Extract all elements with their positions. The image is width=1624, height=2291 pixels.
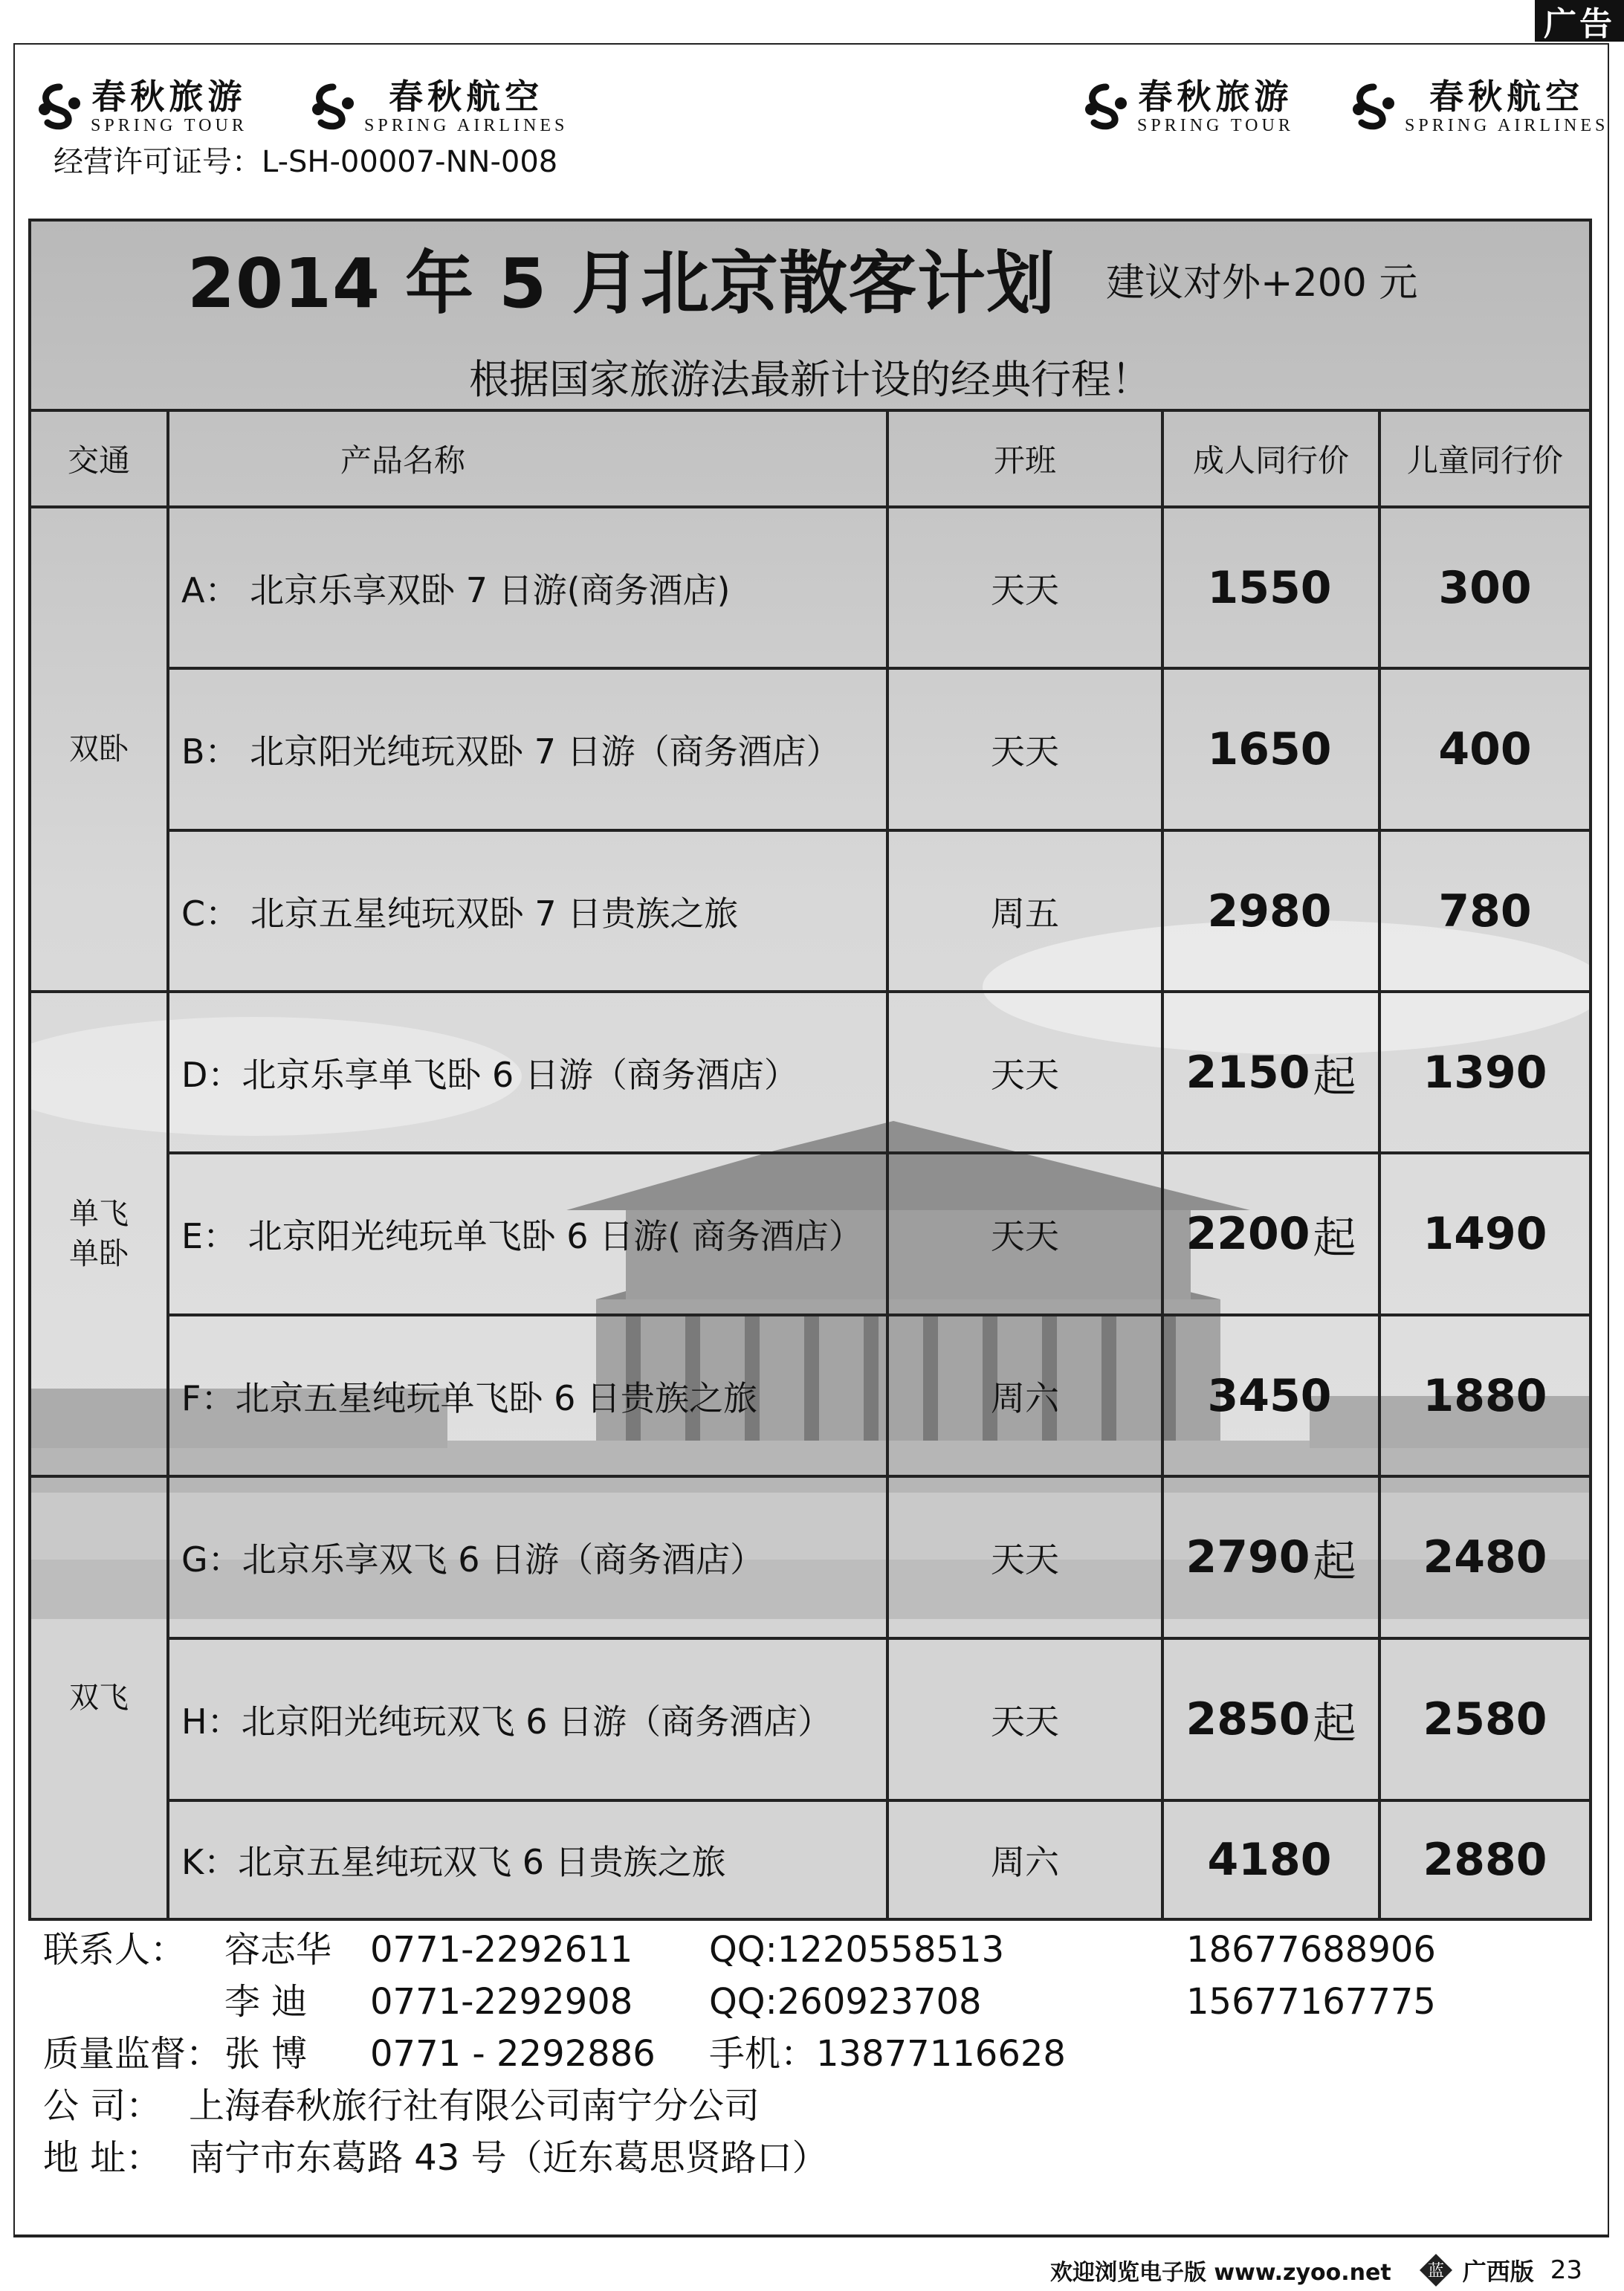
child-price: 2580 [1381,1640,1589,1802]
product-name: K：北京五星纯玩双飞 6 日贵族之旅 [169,1802,889,1918]
adult-price [1164,1316,1381,1478]
adult-price-value: 4180 [1207,1834,1332,1886]
product-name: B： 北京阳光纯玩双卧 7 日游（商务酒店） [169,670,889,832]
lan-logo-icon [1418,2252,1454,2288]
address-label: 地 址： [43,2137,162,2179]
lan-logo-char: 蓝 [1427,2262,1444,2281]
contact-phone: 0771-2292611 [370,1929,633,1971]
header-product: 产品名称 [169,412,889,508]
company-row [43,2080,1455,2132]
adult-price-suffix: 起 [1313,1536,1356,1586]
brand-spring-airlines-left [306,77,568,135]
child-price: 2880 [1423,1834,1547,1886]
brand-en: SPRING TOUR [91,116,248,135]
quality-phone: 0771 - 2292886 [370,2033,656,2075]
adult-price-suffix: 起 [1313,1212,1356,1263]
contact-row [43,1924,1455,1976]
contact-phone: 0771-2292908 [370,1981,633,2023]
adult-price [1164,1802,1381,1918]
contact-mobile: 18677688906 [1186,1929,1436,1971]
footer-edition: 广西版 [1462,2258,1534,2286]
contact-name: 李 迪 [224,1981,308,2023]
brand-en: SPRING AIRLINES [364,116,569,135]
pricing-table [28,219,1592,1921]
child-price: 1490 [1381,1154,1589,1316]
product-name: G：北京乐享双飞 6 日游（商务酒店） [169,1478,889,1640]
header-transport: 交通 [31,412,169,508]
footer [1050,2252,1582,2288]
adult-price-value: 2790 [1185,1531,1310,1583]
company-name: 上海春秋旅行社有限公司南宁分公司 [189,2085,760,2127]
brand-spring-tour-left [33,77,248,135]
adult-price [1164,1154,1381,1316]
product-schedule: 周六 [889,1316,1164,1478]
adult-price-value: 1650 [1207,723,1332,775]
contact-label: 联系人： [43,1929,187,1971]
adult-price-value: 2980 [1207,885,1332,937]
adult-price [1164,993,1381,1154]
brand-en: SPRING AIRLINES [1405,116,1609,135]
child-price: 300 [1381,508,1589,670]
contact-block [43,1924,1455,2184]
child-price: 780 [1381,832,1589,993]
product-name: A： 北京乐享双卧 7 日游(商务酒店) [169,508,889,670]
spring-logo-icon [1347,80,1400,133]
header-schedule: 开班 [889,412,1164,508]
contact-row [43,1976,1455,2028]
spring-logo-icon [1079,80,1133,133]
child-price: 2480 [1381,1478,1589,1640]
product-schedule: 周六 [889,1802,1164,1918]
transport-group: 双卧 [31,508,169,993]
product-schedule: 天天 [889,508,1164,670]
subtitle: 根据国家旅游法最新计设的经典行程！ [469,356,1151,403]
product-schedule: 天天 [889,670,1164,832]
quality-name: 张 博 [224,2033,308,2075]
product-name: H：北京阳光纯玩双飞 6 日游（商务酒店） [169,1640,889,1802]
contact-name: 容志华 [224,1929,332,1971]
spring-logo-icon [306,80,360,133]
contact-qq: QQ:260923708 [709,1981,982,2023]
brand-en: SPRING TOUR [1137,116,1294,135]
adult-price-suffix: 起 [1313,1698,1356,1748]
product-name: E： 北京阳光纯玩单飞卧 6 日游( 商务酒店） [169,1154,889,1316]
quality-label: 质量监督： [43,2033,222,2075]
child-price: 400 [1381,670,1589,832]
address-value: 南宁市东葛路 43 号（近东葛思贤路口） [189,2137,828,2179]
adult-price [1164,670,1381,832]
brand-spring-tour-right [1079,77,1294,135]
transport-group: 双飞 [31,1478,169,1918]
product-schedule: 周五 [889,832,1164,993]
price-note: 建议对外+200 元 [1106,261,1418,306]
spring-logo-icon [33,80,86,133]
quality-row [43,2028,1455,2080]
title-area [31,222,1589,412]
child-price: 1880 [1381,1316,1589,1478]
product-schedule: 天天 [889,1640,1164,1802]
adult-price-value: 2150 [1185,1046,1310,1099]
brand-spring-airlines-right [1347,77,1608,135]
adult-price-value: 2200 [1185,1208,1310,1260]
product-schedule: 天天 [889,1154,1164,1316]
page-title: 2014 年 5 月北京散客计划 [187,244,1056,323]
brand-cn: 春秋航空 [389,77,544,117]
adult-price [1164,508,1381,670]
footer-divider [13,2236,1609,2237]
adult-price-value: 2850 [1185,1693,1310,1745]
brand-cn: 春秋航空 [1429,77,1585,117]
adult-price-value: 3450 [1207,1369,1332,1422]
transport-group: 单飞 单卧 [31,993,169,1478]
footer-website: 欢迎浏览电子版 www.zyoo.net [1049,2260,1391,2286]
header-adult-price: 成人同行价 [1164,412,1381,508]
page-number: 23 [1550,2255,1582,2285]
product-name: C： 北京五星纯玩双卧 7 日贵族之旅 [169,832,889,993]
brand-cn: 春秋旅游 [1138,77,1293,117]
product-name: D：北京乐享单飞卧 6 日游（商务酒店） [169,993,889,1154]
address-row [43,2132,1455,2184]
adult-price [1164,1478,1381,1640]
product-schedule: 天天 [889,993,1164,1154]
product-name: F：北京五星纯玩单飞卧 6 日贵族之旅 [169,1316,889,1478]
company-label: 公 司： [43,2085,162,2127]
brand-cn: 春秋旅游 [91,77,247,117]
header-child-price: 儿童同行价 [1381,412,1589,508]
child-price: 1390 [1381,993,1589,1154]
contact-mobile: 15677167775 [1186,1981,1436,2023]
adult-price-suffix: 起 [1313,1050,1356,1102]
adult-price [1164,1640,1381,1802]
adult-price-value: 1550 [1207,561,1332,614]
ad-badge: 广告 [1535,0,1624,42]
adult-price [1164,832,1381,993]
product-schedule: 天天 [889,1478,1164,1640]
license-number: 经营许可证号：L-SH-00007-NN-008 [54,145,558,179]
quality-mobile: 手机：13877116628 [709,2033,1066,2075]
contact-qq: QQ:1220558513 [709,1929,1005,1971]
